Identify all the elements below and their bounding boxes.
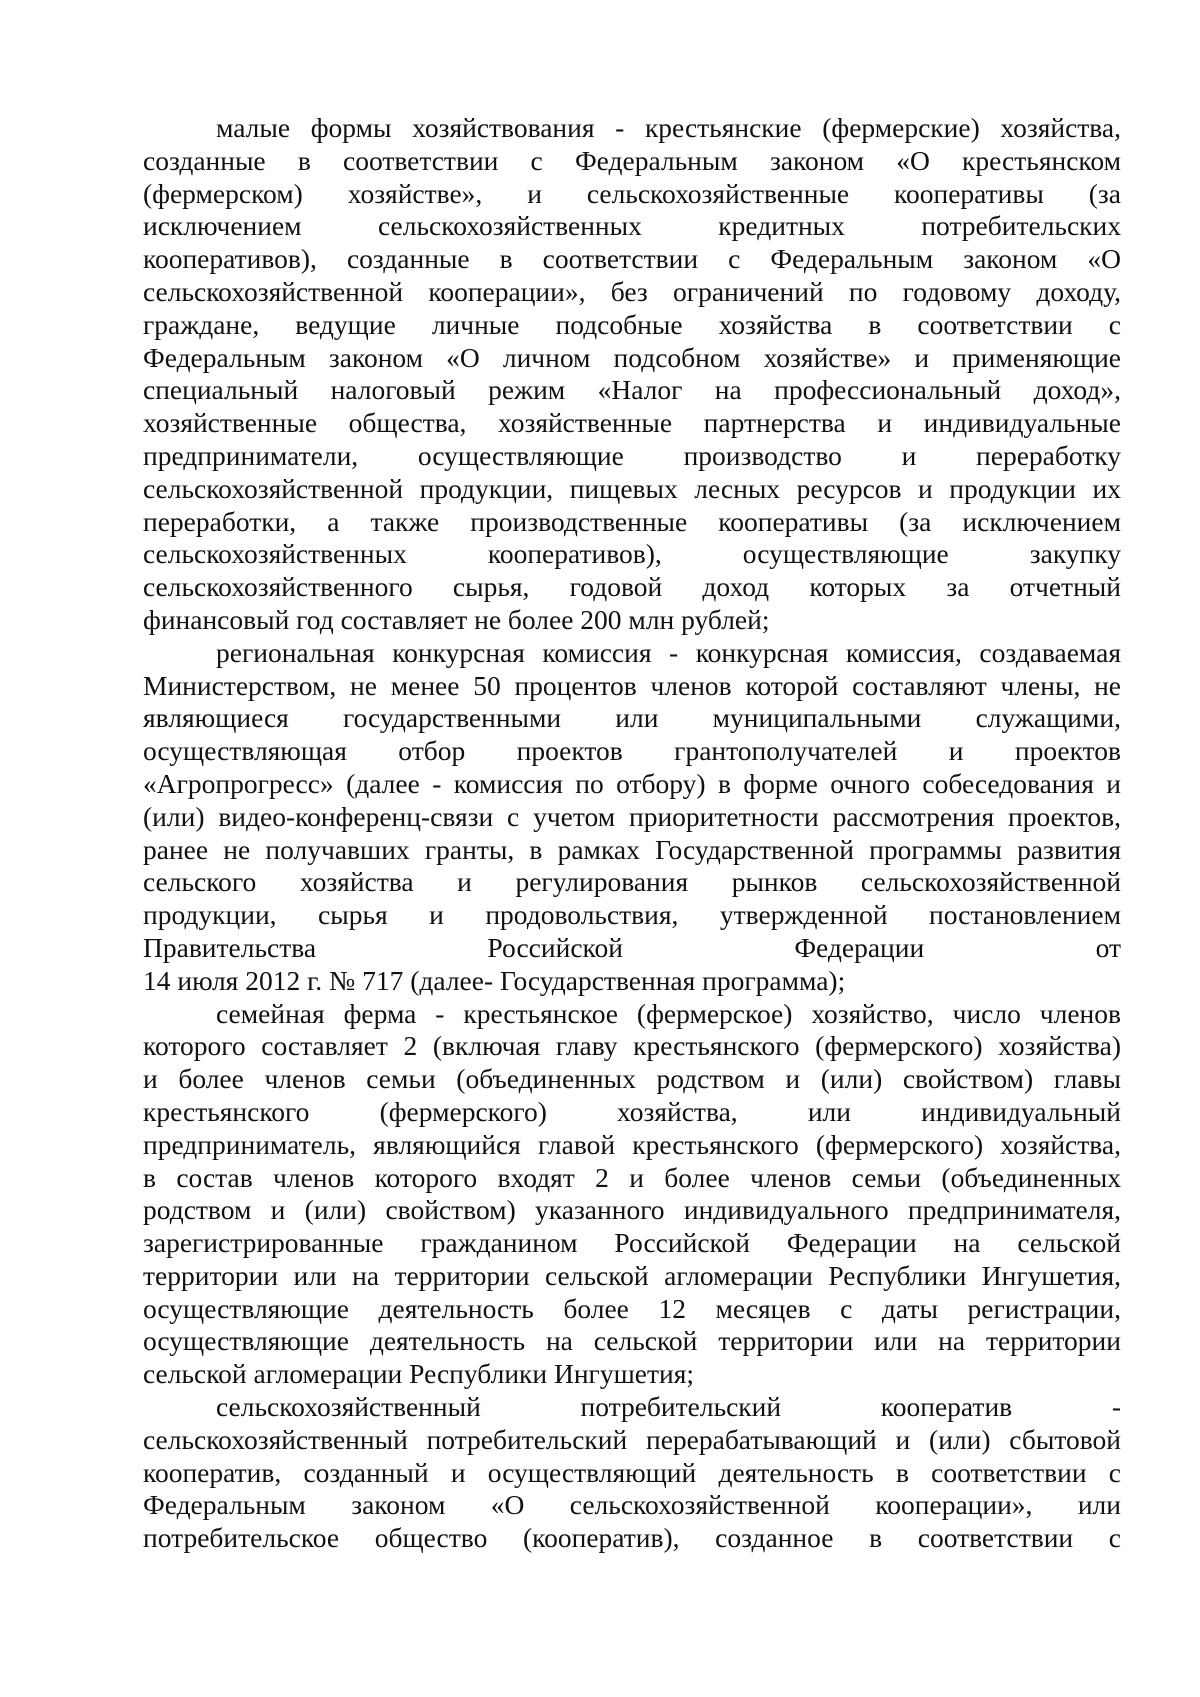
text-line: малые формы хозяйствования - крестьянские (фермерские) хозяйства, <box>216 112 1121 143</box>
text-line: сельскохозяйственной продукции, пищевых лесных ресурсов и продукции их <box>143 472 1121 504</box>
paragraph-small-business-forms <box>143 112 1121 637</box>
text-line: «Агропрогресс» (далее - комиссия по отбору) в форме очного собеседования и <box>143 767 1121 799</box>
text-line: продукции, сырья и продовольствия, утвержденной постановлением <box>143 899 1121 931</box>
text-line: региональная конкурсная комиссия - конкурсная комиссия, создаваемая <box>216 636 1121 668</box>
text-line: территории или на территории сельской агломерации Республики Ингушетия, <box>143 1259 1121 1291</box>
text-line: сельскохозяйственного сырья, годовой доход которых за отчетный <box>143 571 1121 603</box>
text-line: сельскохозяйственной кооперации», без ограничений по годовому доходу, <box>143 275 1121 307</box>
text-line: осуществляющие деятельность на сельской территории или на территории <box>143 1325 1121 1357</box>
text-line: кооперативов), созданные в соответствии с Федеральным законом «О <box>143 243 1121 275</box>
text-line: финансовый год составляет не более 200 млн рублей; <box>143 603 770 635</box>
text-line: специальный налоговый режим «Налог на профессиональный доход», <box>143 374 1121 406</box>
text-line: кооператив, созданный и осуществляющий деятельность в соответствии с <box>143 1456 1121 1488</box>
text-line: и более членов семьи (объединенных родством и (или) свойством) главы <box>143 1063 1121 1095</box>
text-line: переработки, а также производственные кооперативы (за исключением <box>143 505 1121 537</box>
text-line: хозяйственные общества, хозяйственные партнерства и индивидуальные <box>143 407 1121 439</box>
text-line: являющиеся государственными или муниципальными служащими, <box>143 702 1121 734</box>
text-line: Правительства Российской Федерации от <box>143 931 1121 963</box>
text-line: граждане, ведущие личные подсобные хозяйства в соответствии с <box>143 308 1121 340</box>
text-line: ранее не получавших гранты, в рамках Государственной программы развития <box>143 833 1121 865</box>
text-line: сельскохозяйственный потребительский кооператив - <box>216 1391 1121 1423</box>
text-line: Министерством, не менее 50 процентов членов которой составляют члены, не <box>143 669 1121 701</box>
text-line: Федеральным законом «О сельскохозяйственной кооперации», или <box>143 1489 1121 1521</box>
text-line: (фермерском) хозяйстве», и сельскохозяйственные кооперативы (за <box>143 177 1121 209</box>
text-line: потребительское общество (кооператив), созданное в соответствии с <box>143 1522 1121 1554</box>
text-line: предприниматель, являющийся главой крестьянского (фермерского) хозяйства, <box>143 1128 1121 1160</box>
text-line: сельской агломерации Республики Ингушетия; <box>143 1358 694 1390</box>
text-line: осуществляющая отбор проектов грантополучателей и проектов <box>143 735 1121 767</box>
text-line: сельского хозяйства и регулирования рынков сельскохозяйственной <box>143 866 1121 898</box>
text-line: в состав членов которого входят 2 и более членов семьи (объединенных <box>143 1161 1121 1193</box>
text-line: исключением сельскохозяйственных кредитных потребительских <box>143 210 1121 242</box>
text-line: осуществляющие деятельность более 12 месяцев с даты регистрации, <box>143 1292 1121 1324</box>
text-line: 14 июля 2012 г. № 717 (далее- Государственная программа); <box>143 964 846 996</box>
text-line: созданные в соответствии с Федеральным законом «О крестьянском <box>143 144 1121 176</box>
text-line: предприниматели, осуществляющие производство и переработку <box>143 439 1121 471</box>
paragraph-regional-commission <box>143 637 1121 998</box>
text-line: которого составляет 2 (включая главу крестьянского (фермерского) хозяйства) <box>143 1030 1121 1062</box>
text-line: крестьянского (фермерского) хозяйства, или индивидуальный <box>143 1095 1121 1127</box>
text-line: родством и (или) свойством) указанного индивидуального предпринимателя, <box>143 1194 1121 1226</box>
text-line: зарегистрированные гражданином Российской Федерации на сельской <box>143 1227 1121 1259</box>
document-page <box>143 112 1121 1555</box>
text-line: сельскохозяйственный потребительский перерабатывающий и (или) сбытовой <box>143 1423 1121 1455</box>
text-line: сельскохозяйственных кооперативов), осуществляющие закупку <box>143 538 1121 570</box>
text-line: семейная ферма - крестьянское (фермерское) хозяйство, число членов <box>216 997 1121 1029</box>
text-line: (или) видео-конференц-связи с учетом приоритетности рассмотрения проектов, <box>143 800 1121 832</box>
paragraph-consumer-cooperative <box>143 1391 1121 1555</box>
text-line: Федеральным законом «О личном подсобном хозяйстве» и применяющие <box>143 341 1121 373</box>
paragraph-family-farm <box>143 998 1121 1392</box>
